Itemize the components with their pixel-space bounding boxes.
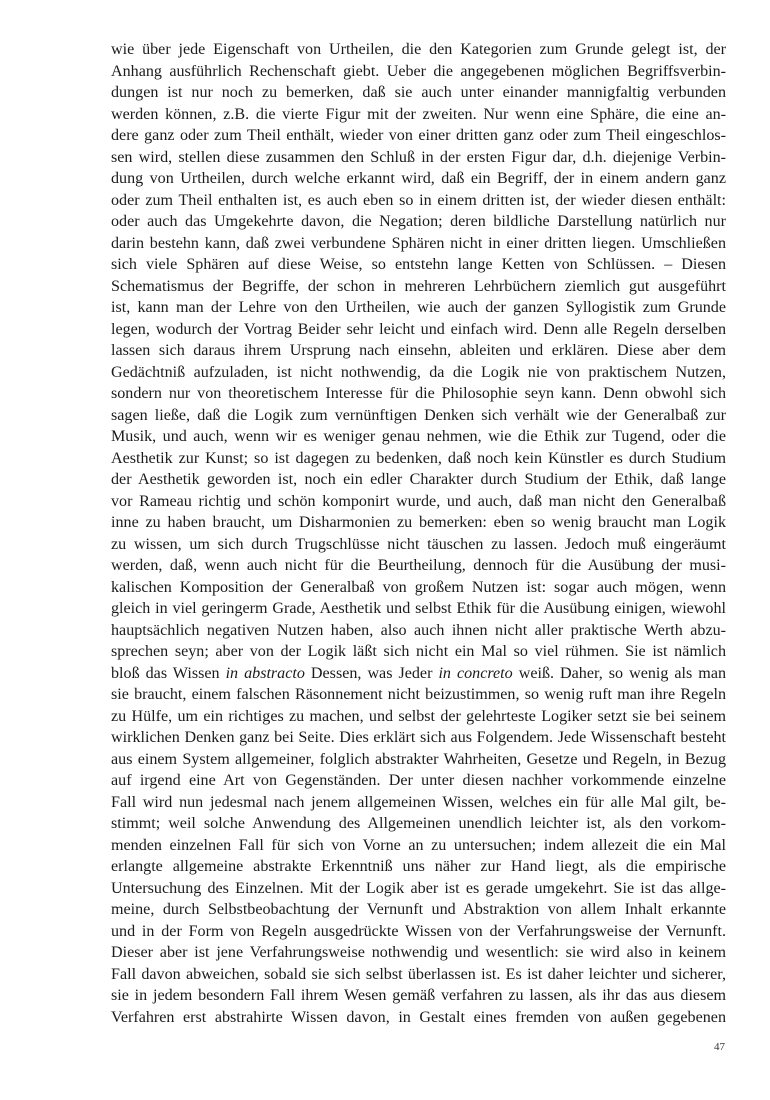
text-line: sie in jedem besondern Fall ihrem Wesen gemäß verfahren zu lassen, als ihr das aus diesem (111, 987, 726, 1004)
text-line: dere ganz oder zum Theil enthält, wieder von einer dritten ganz oder zum Theil eingeschlos- (111, 127, 726, 144)
italic-phrase: in abstracto (225, 664, 305, 682)
page-number: 47 (714, 1041, 725, 1053)
text-line: zu Hülfe, um ein richtiges zu machen, und selbst der gelehrteste Logiker setzt sie bei seinem (111, 707, 726, 725)
text-fragment: bloß das Wissen (111, 664, 226, 682)
text-line: erlangte allgemeine abstrakte Erkenntniß uns näher zur Hand liegt, als die empirische (111, 858, 726, 875)
text-line: Fall davon abweichen, sobald sie sich selbst überlassen ist. Es ist daher leichter und sicherer, (111, 965, 726, 983)
text-line: Fall wird nun jedesmal nach jenem allgemeinen Wissen, welches ein für alle Mal gilt, be- (111, 793, 726, 811)
text-line: meine, durch Selbstbeobachtung der Vernunft und Abstraktion von allem Inhalt erkannte (111, 901, 726, 918)
text-line: lassen sich daraus ihrem Ursprung nach einsehn, ableiten und erklären. Diese aber dem (111, 342, 726, 359)
text-line: aus einem System allgemeiner, folglich abstrakter Wahrheiten, Gesetze und Regeln, in Bezug (111, 750, 726, 768)
text-line: Untersuchung des Einzelnen. Mit der Logik aber ist es gerade umgekehrt. Sie ist das allge- (111, 879, 726, 897)
text-line: sen wird, stellen diese zusammen den Schluß in der ersten Figur dar, d.h. diejenige Verbin- (111, 148, 726, 166)
text-line: wirklichen Denken ganz bei Seite. Dies erklärt sich aus Folgendem. Jede Wissenschaft besteht (111, 729, 726, 746)
text-line: stimmt; weil solche Anwendung des Allgemeinen unendlich leichter ist, als den vorkom- (111, 815, 726, 832)
text-line: der Aesthetik geworden ist, noch ein edler Charakter durch Studium der Ethik, daß lange (111, 471, 726, 488)
text-line: oder zum Theil enthalten ist, es auch eben so in einem dritten ist, der wieder diesen enthält: (111, 191, 726, 209)
text-line: sie braucht, einem falschen Räsonnement nicht beizustimmen, so wenig ruft man ihre Regeln (111, 686, 726, 703)
text-line: vor Rameau richtig und schön komponirt wurde, und auch, daß man nicht den Generalbaß (111, 492, 726, 510)
text-line: wie über jede Eigenschaft von Urtheilen, die den Kategorien zum Grunde gelegt ist, der (111, 41, 726, 58)
text-line: inne zu haben braucht, um Disharmonien zu bemerken: eben so wenig braucht man Logik (111, 514, 726, 531)
text-line: gleich in viel geringerm Grade, Aesthetik und selbst Ethik für die Ausübung einigen, wiewohl (111, 600, 726, 617)
text-line: kalischen Komposition der Generalbaß von großem Nutzen ist: sogar auch mögen, wenn (111, 578, 726, 596)
text-fragment: weiß. Daher, so wenig als man (512, 664, 727, 682)
text-line: Schematismus der Begriffe, der schon in mehreren Lehrbüchern ziemlich gut ausgeführt (111, 277, 726, 295)
text-line: sondern nur von theoretischem Interesse für die Philosophie seyn kann. Denn obwohl sich (111, 385, 726, 402)
text-line: Musik, und auch, wenn wir es weniger genau nehmen, wie die Ethik zur Tugend, oder die (111, 428, 726, 445)
text-line: und in der Form von Regeln ausgedrückte Wissen von der Verfahrungsweise der Vernunft. (111, 922, 726, 940)
text-line: dung von Urtheilen, durch welche erkannt wird, daß ein Begriff, der in einem andern ganz (111, 170, 726, 187)
text-line: Anhang ausführlich Rechenschaft giebt. Ueber die angegebenen möglichen Begriffsverbin- (111, 62, 726, 80)
text-line: hauptsächlich negativen Nutzen haben, also auch ihnen nicht aller praktische Werth abzu- (111, 621, 726, 639)
text-line: sich viele Sphären auf diese Weise, so entstehn lange Ketten von Schlüssen. – Diesen (111, 256, 726, 273)
body-text (111, 39, 726, 1028)
text-line: werden, daß, wenn auch nicht für die Beurtheilung, dennoch für die Ausübung der musi- (111, 557, 726, 574)
text-line: sagen ließe, daß die Logik zum vernünftigen Denken sich verhält wie der Generalbaß zur (111, 406, 726, 424)
text-line: ist, kann man der Lehre von den Urtheilen, wie auch der ganzen Syllogistik zum Grunde (111, 299, 726, 316)
text-line: menden einzelnen Fall für sich von Vorne an zu untersuchen; indem allezeit die ein Mal (111, 836, 726, 854)
text-line: Dieser aber ist jene Verfahrungsweise nothwendig und wesentlich: sie wird also in keinem (111, 944, 726, 961)
text-line: dungen ist nur noch zu bemerken, daß sie auch unter einander mannigfaltig verbunden (111, 84, 726, 101)
text-line: werden können, z.B. die vierte Figur mit der zweiten. Nur wenn eine Sphäre, die eine an- (111, 105, 726, 123)
italic-phrase: in concreto (438, 664, 513, 682)
text-line: Verfahren erst abstrahirte Wissen davon, in Gestalt eines fremden von außen gegebenen (111, 1008, 726, 1026)
text-line: darin bestehn kann, daß zwei verbundene Sphären nicht in einer dritten liegen. Umschließen (111, 234, 726, 252)
text-line: oder auch das Umgekehrte davon, die Negation; deren bildliche Darstellung natürlich nur (111, 213, 726, 230)
text-line: zu wissen, um sich durch Trugschlüsse nicht täuschen zu lassen. Jedoch muß eingeräumt (111, 535, 726, 553)
text-line (111, 663, 726, 685)
text-fragment: Dessen, was Jeder (304, 664, 439, 682)
text-line: Gedächtniß aufzuladen, ist nicht nothwendig, da die Logik nie von praktischem Nutzen, (111, 363, 726, 381)
text-line: sprechen seyn; aber von der Logik läßt sich nicht ein Mal so viel rühmen. Sie ist nämlich (111, 643, 726, 660)
text-line: auf irgend eine Art von Gegenständen. Der unter diesen nachher vorkommende einzelne (111, 772, 726, 789)
text-line: Aesthetik zur Kunst; so ist dagegen zu bedenken, daß noch kein Künstler es durch Studium (111, 449, 726, 467)
text-line: legen, wodurch der Vortrag Beider sehr leicht und einfach wird. Denn alle Regeln derselben (111, 320, 726, 338)
